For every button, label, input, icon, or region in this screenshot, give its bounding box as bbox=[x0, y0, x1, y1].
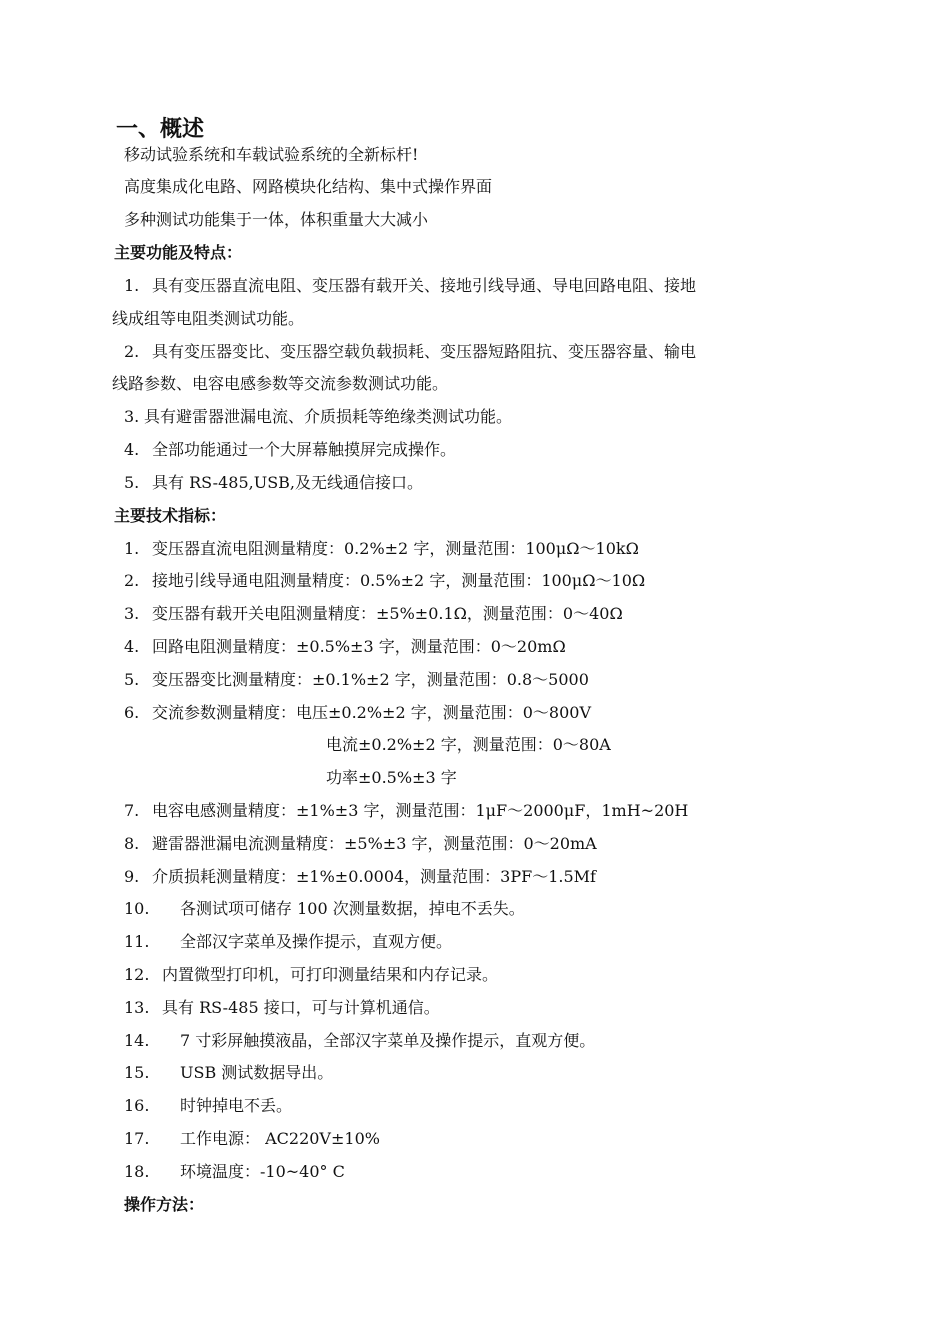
spec-item bbox=[124, 603, 623, 625]
spec-number: 12. bbox=[124, 965, 150, 984]
spec-text: 时钟掉电不丢。 bbox=[180, 1096, 293, 1115]
spec-item bbox=[124, 538, 639, 560]
feature-text: 具有变压器直流电阻、变压器有载开关、接地引线导通、导电回路电阻、接地 bbox=[152, 276, 697, 295]
spec-text: 变压器有载开关电阻测量精度：±5%±0.1Ω，测量范围：0～40Ω bbox=[152, 604, 623, 623]
spec-item bbox=[124, 898, 525, 920]
spec-item bbox=[124, 866, 596, 888]
feature-number: 1. bbox=[124, 276, 140, 295]
section-title: 一、概述 bbox=[116, 117, 205, 142]
spec-item bbox=[124, 669, 589, 691]
spec-text: 变压器直流电阻测量精度：0.2%±2 字，测量范围：100μΩ～10kΩ bbox=[152, 539, 639, 558]
feature-number: 2. bbox=[124, 342, 140, 361]
feature-number: 3. bbox=[124, 407, 140, 426]
spec-item bbox=[124, 1095, 292, 1117]
spec-item bbox=[124, 833, 597, 855]
spec-text: 具有 RS-485 接口，可与计算机通信。 bbox=[162, 998, 440, 1017]
spec-number: 1. bbox=[124, 539, 140, 558]
spec-number: 13. bbox=[124, 998, 150, 1017]
feature-item bbox=[124, 275, 696, 297]
spec-text: 回路电阻测量精度：±0.5%±3 字，测量范围：0～20mΩ bbox=[152, 637, 566, 656]
operation-heading: 操作方法： bbox=[124, 1195, 205, 1214]
spec-number: 10. bbox=[124, 899, 150, 918]
spec-text: USB 测试数据导出。 bbox=[180, 1063, 334, 1082]
spec-number: 4. bbox=[124, 637, 140, 656]
spec-continuation: 功率±0.5%±3 字 bbox=[326, 768, 457, 787]
spec-number: 3. bbox=[124, 604, 140, 623]
spec-item bbox=[124, 1128, 380, 1150]
feature-number: 4. bbox=[124, 440, 140, 459]
spec-item bbox=[124, 570, 645, 592]
feature-text: 具有变压器变比、变压器空载负载损耗、变压器短路阻抗、变压器容量、输电 bbox=[152, 342, 697, 361]
spec-text: 避雷器泄漏电流测量精度：±5%±3 字，测量范围：0～20mA bbox=[152, 834, 597, 853]
spec-number: 11. bbox=[124, 932, 150, 951]
feature-item bbox=[124, 341, 696, 363]
spec-text: 接地引线导通电阻测量精度：0.5%±2 字，测量范围：100μΩ～10Ω bbox=[152, 571, 646, 590]
feature-item bbox=[124, 439, 456, 461]
spec-item bbox=[124, 1030, 595, 1052]
spec-text: 变压器变比测量精度：±0.1%±2 字，测量范围：0.8～5000 bbox=[152, 670, 589, 689]
spec-number: 9. bbox=[124, 867, 140, 886]
spec-text: 内置微型打印机，可打印测量结果和内存记录。 bbox=[162, 965, 499, 984]
spec-item bbox=[124, 702, 591, 724]
feature-item bbox=[124, 406, 512, 428]
feature-text: 具有避雷器泄漏电流、介质损耗等绝缘类测试功能。 bbox=[144, 407, 513, 426]
spec-continuation: 电流±0.2%±2 字，测量范围：0～80A bbox=[326, 735, 611, 754]
intro-line: 多种测试功能集于一体，体积重量大大减小 bbox=[124, 210, 429, 229]
spec-item bbox=[124, 964, 498, 986]
spec-text: 工作电源： AC220V±10% bbox=[180, 1129, 380, 1148]
spec-text: 环境温度：-10~40° C bbox=[180, 1162, 345, 1181]
spec-item bbox=[124, 800, 688, 822]
spec-item bbox=[124, 997, 440, 1019]
feature-continuation: 线成组等电阻类测试功能。 bbox=[112, 309, 305, 328]
spec-number: 18. bbox=[124, 1162, 150, 1181]
spec-item bbox=[124, 636, 566, 658]
spec-item bbox=[124, 1062, 333, 1084]
intro-line: 移动试验系统和车载试验系统的全新标杆! bbox=[124, 145, 419, 164]
spec-text: 电容电感测量精度：±1%±3 字，测量范围：1μF～2000μF，1mH~20H bbox=[152, 801, 689, 820]
feature-text: 全部功能通过一个大屏幕触摸屏完成操作。 bbox=[152, 440, 457, 459]
spec-number: 16. bbox=[124, 1096, 150, 1115]
spec-number: 15. bbox=[124, 1063, 150, 1082]
specs-heading: 主要技术指标： bbox=[114, 506, 227, 525]
spec-text: 介质损耗测量精度：±1%±0.0004，测量范围：3PF～1.5Mf bbox=[152, 867, 596, 886]
spec-item bbox=[124, 1161, 345, 1183]
feature-number: 5. bbox=[124, 473, 140, 492]
feature-item bbox=[124, 472, 423, 494]
spec-number: 8. bbox=[124, 834, 140, 853]
feature-continuation: 线路参数、电容电感参数等交流参数测试功能。 bbox=[112, 374, 449, 393]
spec-number: 17. bbox=[124, 1129, 150, 1148]
spec-number: 2. bbox=[124, 571, 140, 590]
spec-item bbox=[124, 931, 452, 953]
spec-text: 全部汉字菜单及操作提示，直观方便。 bbox=[180, 932, 453, 951]
spec-text: 交流参数测量精度：电压±0.2%±2 字，测量范围：0～800V bbox=[152, 703, 592, 722]
spec-text: 7 寸彩屏触摸液晶，全部汉字菜单及操作提示，直观方便。 bbox=[180, 1031, 596, 1050]
spec-number: 7. bbox=[124, 801, 140, 820]
features-heading: 主要功能及特点： bbox=[114, 243, 243, 262]
spec-text: 各测试项可储存 100 次测量数据，掉电不丢失。 bbox=[180, 899, 525, 918]
intro-line: 高度集成化电路、网路模块化结构、集中式操作界面 bbox=[124, 177, 493, 196]
spec-number: 14. bbox=[124, 1031, 150, 1050]
spec-number: 5. bbox=[124, 670, 140, 689]
feature-text: 具有 RS-485,USB,及无线通信接口。 bbox=[152, 473, 424, 492]
spec-number: 6. bbox=[124, 703, 140, 722]
